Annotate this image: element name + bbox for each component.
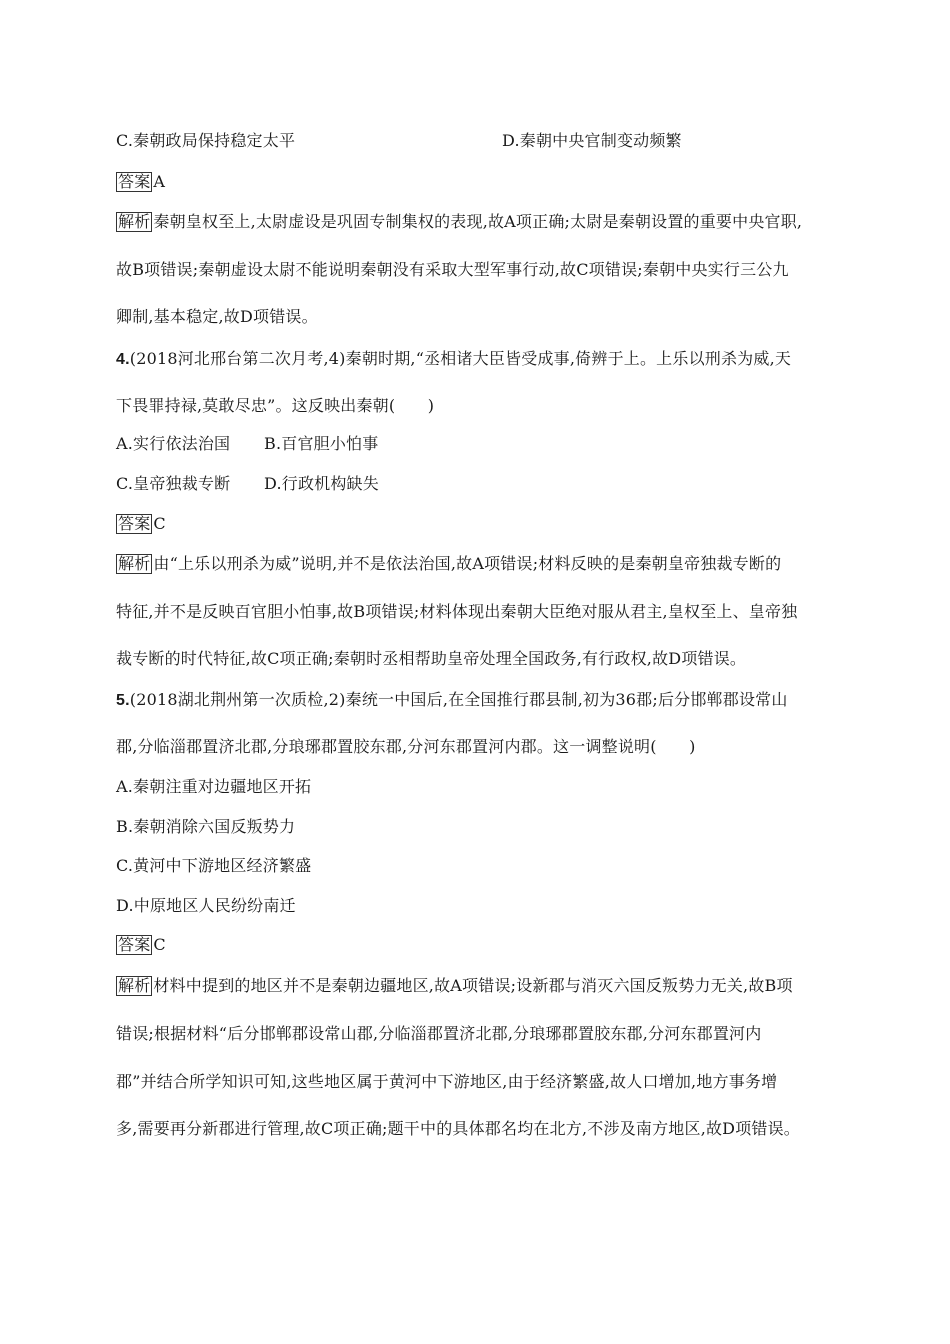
- analysis-text: 秦朝皇权至上,太尉虚设是巩固专制集权的表现,故A项正确;太尉是秦朝设置的重要中央官职,: [153, 212, 803, 231]
- answer-tag: 答案: [118, 514, 151, 533]
- q4-stem-text: (2018河北邢台第二次月考,4)秦朝时期,“丞相诸大臣皆受成事,倚辨于上。上乐以刑杀为威,天: [129, 349, 792, 368]
- analysis-tag: 解析: [118, 212, 151, 231]
- analysis-tag: 解析: [118, 976, 151, 995]
- answer-tag: 答案: [118, 935, 151, 954]
- q4-stem-line-2: 下畏罪持禄,莫敢尽忠”。这反映出秦朝( ): [116, 396, 435, 415]
- q4-answer-value: C: [153, 514, 166, 533]
- q5-analysis-line-3: 郡”并结合所学知识可知,这些地区属于黄河中下游地区,由于经济繁盛,故人口增加,地方事务增: [116, 1072, 778, 1091]
- q5-stem-line-1: [116, 690, 788, 711]
- q4-answer: [116, 514, 166, 534]
- analysis-text: 由“上乐以刑杀为威”说明,并不是依法治国,故A项错误;材料反映的是秦朝皇帝独裁专断的: [153, 554, 782, 573]
- q4-analysis-line-2: 特征,并不是反映百官胆小怕事,故B项错误;材料体现出秦朝大臣绝对服从君主,皇权至上、皇帝独: [116, 602, 798, 621]
- q5-option-b: B.秦朝消除六国反叛势力: [116, 817, 296, 836]
- q3-analysis-line-1: [116, 212, 802, 232]
- q5-option-d: D.中原地区人民纷纷南迁: [116, 896, 296, 915]
- q3-answer: [116, 172, 165, 192]
- q4-stem-line-1: [116, 349, 791, 370]
- q3-analysis-line-3: 卿制,基本稳定,故D项错误。: [116, 307, 318, 326]
- q4-option-c: C.皇帝独裁专断: [116, 474, 231, 493]
- answer-tag: 答案: [118, 172, 151, 191]
- analysis-text: 材料中提到的地区并不是秦朝边疆地区,故A项错误;设新郡与消灭六国反叛势力无关,故B项: [153, 976, 793, 995]
- q3-option-c: C.秦朝政局保持稳定太平: [116, 131, 296, 150]
- q5-number: 5.: [116, 692, 130, 709]
- q5-analysis-line-2: 错误;根据材料“后分邯郸郡设常山郡,分临淄郡置济北郡,分琅琊郡置胶东郡,分河东郡置河内: [116, 1024, 762, 1043]
- q4-option-a: A.实行依法治国: [116, 434, 231, 453]
- q5-answer-value: C: [153, 935, 166, 954]
- q5-option-c: C.黄河中下游地区经济繁盛: [116, 856, 312, 875]
- q4-number: 4.: [116, 351, 130, 368]
- q4-analysis-line-1: [116, 554, 781, 574]
- q3-analysis-line-2: 故B项错误;秦朝虚设太尉不能说明秦朝没有采取大型军事行动,故C项错误;秦朝中央实行三公九: [116, 260, 789, 279]
- q5-stem-text: (2018湖北荆州第一次质检,2)秦统一中国后,在全国推行郡县制,初为36郡;后分邯郸郡设常山: [129, 690, 788, 709]
- q5-answer: [116, 935, 166, 955]
- q3-answer-value: A: [153, 172, 166, 191]
- q5-option-a: A.秦朝注重对边疆地区开拓: [116, 777, 312, 796]
- q3-options-row: [116, 131, 682, 151]
- q4-option-b: B.百官胆小怕事: [264, 434, 379, 453]
- q3-option-d: D.秦朝中央官制变动频繁: [502, 131, 682, 150]
- q5-analysis-line-1: [116, 976, 793, 996]
- q4-analysis-line-3: 裁专断的时代特征,故C项正确;秦朝时丞相帮助皇帝处理全国政务,有行政权,故D项错误。: [116, 649, 747, 668]
- q5-stem-line-2: 郡,分临淄郡置济北郡,分琅琊郡置胶东郡,分河东郡置河内郡。这一调整说明( ): [116, 737, 696, 756]
- analysis-tag: 解析: [118, 554, 151, 573]
- q5-analysis-line-4: 多,需要再分新郡进行管理,故C项正确;题干中的具体郡名均在北方,不涉及南方地区,故D项错误。: [116, 1119, 801, 1138]
- q4-options-row-1: [116, 434, 379, 454]
- q4-option-d: D.行政机构缺失: [264, 474, 379, 493]
- q4-options-row-2: [116, 474, 379, 494]
